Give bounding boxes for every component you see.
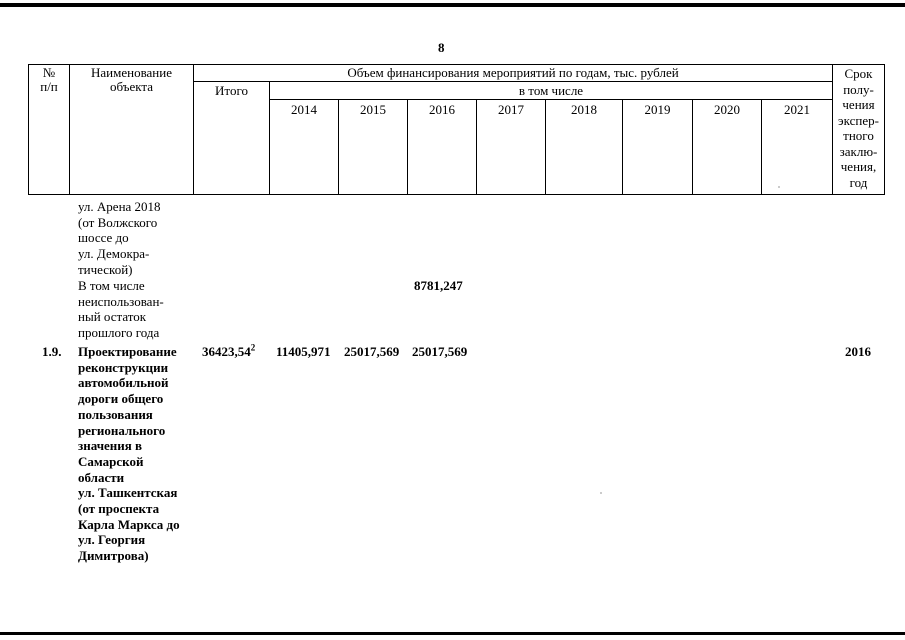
header-year-2019: 2019 — [622, 99, 693, 195]
header-year-2016: 2016 — [407, 99, 477, 195]
row-total — [202, 344, 255, 360]
header-col-number: № п/п — [28, 64, 70, 195]
row-2015: 25017,569 — [344, 344, 400, 359]
header-year-2018: 2018 — [545, 99, 623, 195]
row-term: 2016 — [845, 344, 871, 359]
header-year-2017: 2017 — [476, 99, 546, 195]
bottom-border-line — [0, 632, 905, 635]
header-year-2020: 2020 — [692, 99, 762, 195]
row-name: Проектирование реконструкции автомобильной дороги общего пользования регионального значения в Самарской области ул. Ташкентская (от проспекта Карла Маркса до ул. Георгия Димитрова) — [78, 344, 180, 564]
including-2016-value: 8781,247 — [414, 278, 463, 293]
row-total-value: 36423,54 — [202, 344, 251, 359]
page-number: 8 — [438, 40, 445, 55]
including-label: В том числе неиспользован- ный остаток прошлого года — [78, 278, 164, 341]
header-col-including: в том числе — [269, 81, 833, 100]
header-col-financing: Объем финансирования мероприятий по годам, тыс. рублей — [193, 64, 833, 82]
header-year-2014: 2014 — [269, 99, 339, 195]
row-2014: 11405,971 — [276, 344, 331, 359]
continuation-name: ул. Арена 2018 (от Волжского шоссе до ул. Демокра- тической) — [78, 199, 161, 277]
header-year-2021: 2021 — [761, 99, 833, 195]
row-2016: 25017,569 — [412, 344, 468, 359]
scan-speck — [778, 186, 780, 188]
row-number: 1.9. — [42, 344, 62, 359]
row-total-footnote: 2 — [250, 342, 256, 353]
header-year-2015: 2015 — [338, 99, 408, 195]
scan-speck — [600, 492, 602, 494]
top-border-line — [0, 3, 905, 7]
header-col-name: Наименование объекта — [69, 64, 194, 195]
header-col-term: Срок полу- чения экспер- тного заклю- чения, год — [832, 64, 885, 195]
header-col-total: Итого — [193, 81, 270, 195]
